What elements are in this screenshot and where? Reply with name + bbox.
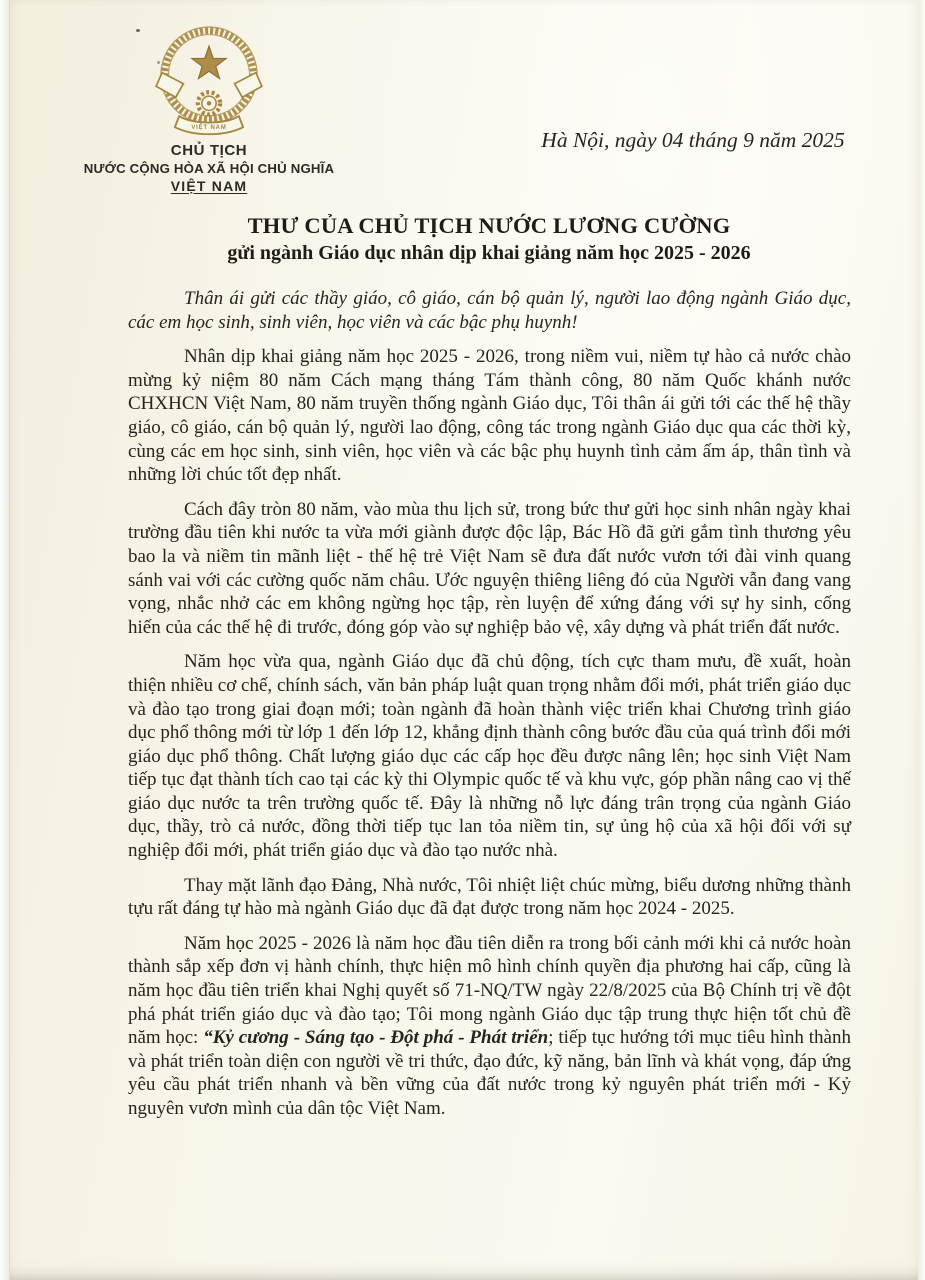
paragraph-5-lead: Năm học 2025 - 2026 là năm học đầu tiên diễn ra trong bối cảnh mới khi cả nước hoàn thành sắp xếp đơn vị hành chính, thực hiện mô hình chính quyền địa phương hai cấp, cũng là năm học đầu tiên triển khai Nghị quyết số 71-NQ/TW ngày 22/8/2025 của Bộ Chính trị về đột phá phát triển giáo dục và đào tạo; Tôi mong ngành Giáo dục tập trung thực hiện tốt chủ đề năm học: <box>128 932 851 1049</box>
dateline: Hà Nội, ngày 04 tháng 9 năm 2025 <box>541 128 845 152</box>
letter-title-block <box>128 212 850 266</box>
letter-body <box>128 287 851 1132</box>
office-title: CHỦ TỊCH <box>170 142 248 159</box>
sender-office-block <box>74 24 344 195</box>
paragraph-5-tail: ; tiếp tục hướng tới mục tiêu hình thành và phát triển toàn diện con người về tri thức, đạo đức, kỹ năng, bản lĩnh và khát vọng, đáp ứng yêu cầu phát triển nhanh và bền vững của đất nước trong kỷ nguyên phát triển mới - Kỷ nguyên vươn mình của dân tộc Việt Nam. <box>128 1027 851 1119</box>
school-year-theme: “Kỷ cương - Sáng tạo - Đột phá - Phát triển <box>203 1027 549 1049</box>
paragraph-2: Cách đây tròn 80 năm, vào mùa thu lịch sử, trong bức thư gửi học sinh nhân ngày khai trường đầu tiên khi nước ta vừa mới giành được độc lập, Bác Hồ đã gửi gắm tình thương yêu bao la và niềm tin mãnh liệt - thế hệ trẻ Việt Nam sẽ đưa đất nước vươn tới đài vinh quang sánh vai với các cường quốc năm châu. Ước nguyện thiêng liêng đó của Người vẫn đang vang vọng, nhắc nhở các em không ngừng học tập, rèn luyện để xứng đáng với sự hy sinh, cống hiến của các thế hệ đi trước, đóng góp vào sự nghiệp bảo vệ, xây dựng và phát triển đất nước. <box>128 498 851 638</box>
letter-title-line2: gửi ngành Giáo dục nhân dịp khai giảng năm học 2025 - 2026 <box>227 242 751 264</box>
paragraph-5 <box>128 932 851 1121</box>
vietnam-national-emblem-icon <box>145 24 273 140</box>
office-country-line: NƯỚC CỘNG HÒA XÃ HỘI CHỦ NGHĨA <box>83 161 335 176</box>
ribbon-left <box>156 73 183 98</box>
paragraph-3: Năm học vừa qua, ngành Giáo dục đã chủ động, tích cực tham mưu, đề xuất, hoàn thiện nhiều cơ chế, chính sách, văn bản pháp luật quan trọng nhằm đổi mới, phát triển giáo dục và đào tạo trong giai đoạn mới; toàn ngành đã hoàn thành việc triển khai Chương trình giáo dục phổ thông mới từ lớp 1 đến lớp 12, khẳng định thành công bước đầu của quá trình đổi mới giáo dục phổ thông. Chất lượng giáo dục các cấp học đều được nâng lên; học sinh Việt Nam tiếp tục đạt thành tích cao tại các kỳ thi Olympic quốc tế và khu vực, góp phần nâng cao vị thế giáo dục nước ta trên trường quốc tế. Đây là những nỗ lực đáng trân trọng của ngành Giáo dục, thầy, trò cả nước, đồng thời tiếp tục lan tỏa niềm tin, sự ủng hộ của xã hội đối với sự nghiệp đổi mới, phát triển giáo dục và đào tạo nước nhà. <box>128 651 851 862</box>
photo-edge-left <box>0 0 10 1280</box>
paragraph-4: Thay mặt lãnh đạo Đảng, Nhà nước, Tôi nhiệt liệt chúc mừng, biểu dương những thành tựu rất đáng tự hào mà ngành Giáo dục đã đạt được trong năm học 2024 - 2025. <box>128 874 851 920</box>
star-icon <box>192 46 226 78</box>
banner-text: VIỆT NAM <box>191 124 227 131</box>
salutation-paragraph: Thân ái gửi các thầy giáo, cô giáo, cán bộ quản lý, người lao động ngành Giáo dục, các em học sinh, sinh viên, học viên và các bậc phụ huynh! <box>128 288 851 333</box>
cogwheel-icon <box>198 92 220 114</box>
letter-title-line1: THƯ CỦA CHỦ TỊCH NƯỚC LƯƠNG CƯỜNG <box>247 213 731 238</box>
office-country-name: VIỆT NAM <box>170 178 248 194</box>
paragraph-1: Nhân dịp khai giảng năm học 2025 - 2026, trong niềm vui, niềm tự hào cả nước chào mừng kỷ niệm 80 năm Cách mạng tháng Tám thành công, 80 năm Quốc khánh nước CHXHCN Việt Nam, 80 năm truyền thống ngành Giáo dục, Tôi thân ái gửi tới các thế hệ thầy giáo, cô giáo, cán bộ quản lý, người lao động, công tác trong ngành Giáo dục qua các thời kỳ, cùng các em học sinh, sinh viên, học viên và các bậc phụ huynh tình cảm ấm áp, thân tình và những lời chúc tốt đẹp nhất. <box>128 346 851 486</box>
photo-edge-right <box>918 0 925 1280</box>
ribbon-right <box>235 73 262 98</box>
